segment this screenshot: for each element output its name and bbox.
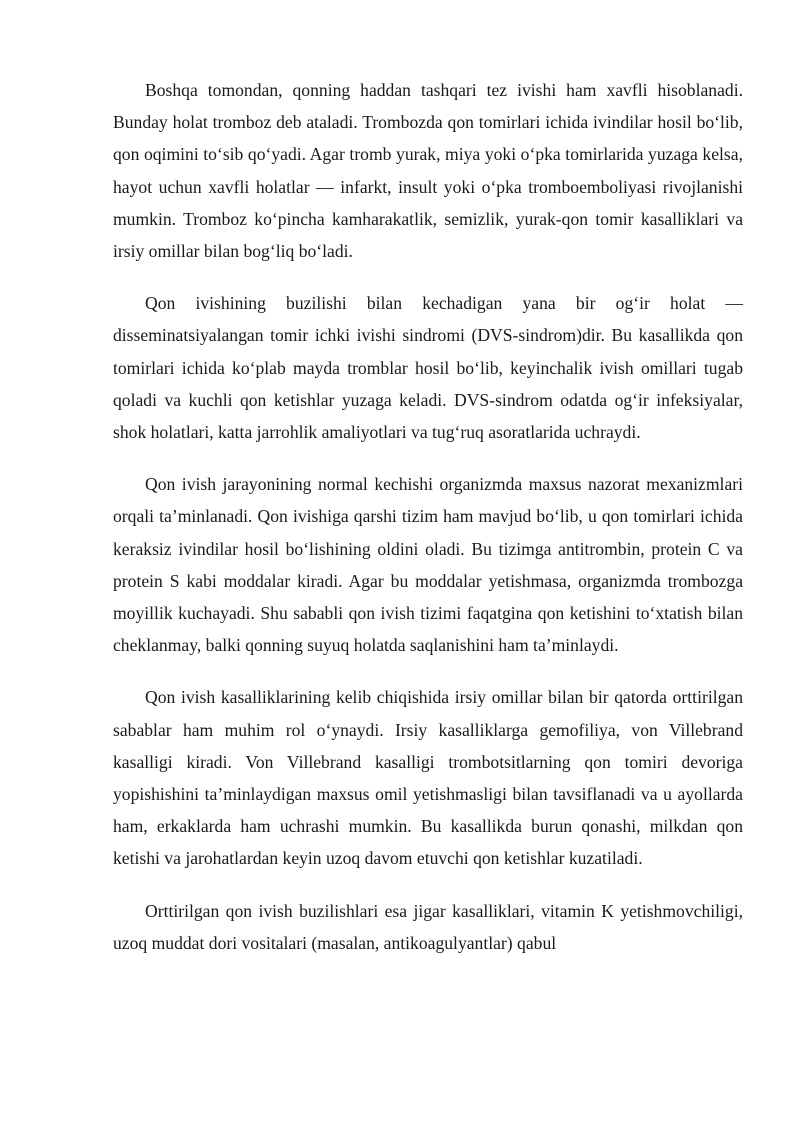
- paragraph-hereditary-disorders: Qon ivish kasalliklarining kelib chiqishida irsiy omillar bilan bir qatorda orttirilgan sabablar ham muhim rol o‘ynaydi. Irsiy kasalliklarga gemofiliya, von Villebrand kasalligi kiradi. Von Villebrand kasalligi trombotsitlarning qon tomiri devoriga yopishishini ta’minlaydigan maxsus omil yetishmasligi bilan tavsiflanadi va u ayollarda ham, erkaklarda ham uchrashi mumkin. Bu kasallikda burun qonashi, milkdan qon ketishi va jarohatlardan keyin uzoq davom etuvchi qon ketishlar kuzatiladi.: [113, 687, 743, 869]
- document-body: [113, 74, 743, 979]
- paragraph-anticoagulation-system: Qon ivish jarayonining normal kechishi organizmda maxsus nazorat mexanizmlari orqali ta’minlanadi. Qon ivishiga qarshi tizim ham mavjud bo‘lib, u qon tomirlari ichida keraksiz ivindilar hosil bo‘lishining oldini oladi. Bu tizimga antitrombin, protein C va protein S kabi moddalar kiradi. Agar bu moddalar yetishmasa, organizmda trombozga moyillik kuchayadi. Shu sababli qon ivish tizimi faqatgina qon ketishini to‘xtatish bilan cheklanmay, balki qonning suyuq holatda saqlanishini ham ta’minlaydi.: [113, 474, 743, 656]
- paragraph-thrombosis: Boshqa tomondan, qonning haddan tashqari tez ivishi ham xavfli hisoblanadi. Bunday holat tromboz deb ataladi. Trombozda qon tomirlari ichida ivindilar hosil bo‘lib, qon oqimini to‘sib qo‘yadi. Agar tromb yurak, miya yoki o‘pka tomirlarida yuzaga kelsa, hayot uchun xavfli holatlar — infarkt, insult yoki o‘pka tromboemboliyasi rivojlanishi mumkin. Tromboz ko‘pincha kamharakatlik, semizlik, yurak-qon tomir kasalliklari va irsiy omillar bilan bog‘liq bo‘ladi.: [113, 80, 743, 262]
- paragraph-acquired-disorders: Orttirilgan qon ivish buzilishlari esa jigar kasalliklari, vitamin K yetishmovchiligi, uzoq muddat dori vositalari (masalan, antikoagulyantlar) qabul: [113, 900, 743, 953]
- paragraph-dvs-syndrome: Qon ivishining buzilishi bilan kechadigan yana bir og‘ir holat — disseminatsiyalangan tomir ichki ivishi sindromi (DVS-sindrom)dir. Bu kasallikda qon tomirlari ichida ko‘plab mayda tromblar hosil bo‘lib, keyinchalik ivish omillari tugab qoladi va kuchli qon ketishlar yuzaga keladi. DVS-sindrom odatda og‘ir infeksiyalar, shok holatlari, katta jarrohlik amaliyotlari va tug‘ruq asoratlarida uchraydi.: [113, 293, 743, 443]
